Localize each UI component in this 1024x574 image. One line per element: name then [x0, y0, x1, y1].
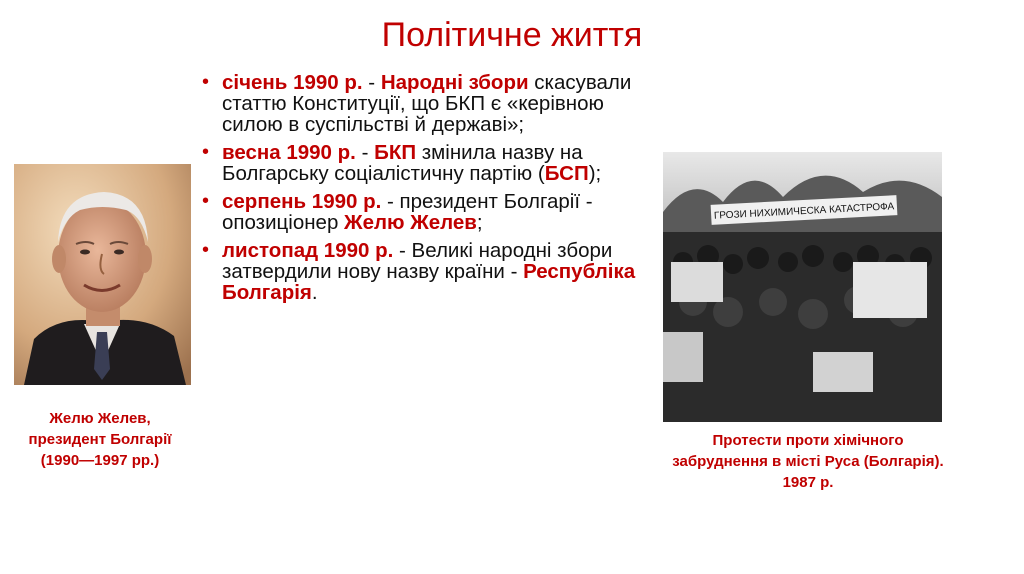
country-name: Республіка Болгарія: [222, 260, 636, 304]
event-subject: Народні збори: [380, 71, 529, 94]
portrait-photo: [14, 164, 191, 385]
party-abbreviation: БСП: [544, 162, 589, 185]
bullet-icon: •: [202, 190, 210, 212]
caption-line: президент Болгарії: [28, 431, 172, 448]
protest-caption: [618, 430, 998, 493]
portrait-caption: [0, 408, 200, 471]
event-subject: БКП: [374, 141, 417, 164]
protest-photo: [663, 152, 942, 422]
caption-line: 1987 р.: [782, 474, 834, 491]
event-text: - президент Болгарії - опозиціонер: [222, 190, 593, 234]
event-text: - Великі народні збори затвердили нову назву країни -: [222, 239, 613, 283]
caption-line: Протести проти хімічного: [712, 432, 904, 449]
person-name: Желю Желев: [344, 211, 477, 234]
list-item: [196, 142, 666, 184]
event-date: січень 1990 р.: [222, 71, 363, 94]
event-tail: ;: [476, 211, 483, 234]
caption-line: Желю Желев,: [49, 410, 151, 427]
bullet-icon: •: [202, 141, 210, 163]
event-tail: );: [588, 162, 602, 185]
portrait-illustration: [14, 164, 191, 385]
caption-line: (1990—1997 рр.): [40, 452, 160, 469]
events-list: [196, 72, 666, 310]
bullet-icon: •: [202, 71, 210, 93]
separator: -: [355, 141, 375, 164]
event-date: серпень 1990 р.: [222, 190, 382, 213]
list-item: [196, 72, 666, 135]
event-text: змінила назву на Болгарську соціалістичну партію (: [222, 141, 583, 185]
event-tail: .: [311, 281, 318, 304]
bullet-icon: •: [202, 239, 210, 261]
protest-illustration: [663, 152, 942, 422]
event-date: листопад 1990 р.: [222, 239, 394, 262]
banner-text: ГРОЗИ НИХИМИЧЕСКА КАТАСТРОФА: [713, 201, 895, 222]
list-item: [196, 191, 666, 233]
separator: -: [362, 71, 381, 94]
event-date: весна 1990 р.: [222, 141, 356, 164]
event-text: скасували статтю Конституції, що БКП є «керівною силою в суспільстві й державі»;: [222, 71, 632, 136]
slide-title: Політичне життя: [381, 16, 643, 54]
caption-line: забруднення в місті Руса (Болгарія).: [672, 453, 944, 470]
list-item: [196, 240, 666, 303]
